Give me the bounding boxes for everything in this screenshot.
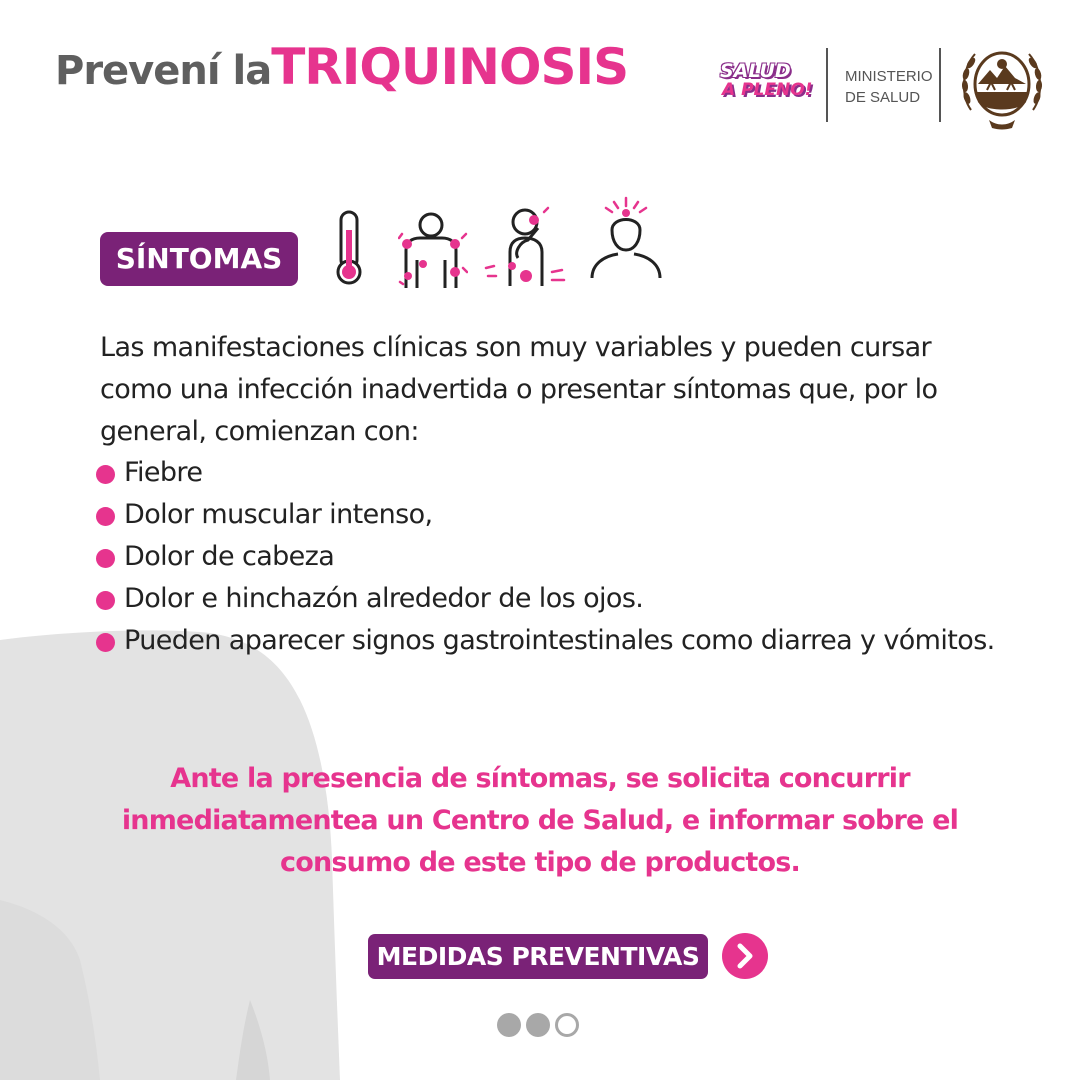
symptoms-intro: Las manifestaciones clínicas son muy variables y pueden cursar como una infección inadvertida o presentar síntomas que, por lo general, comienzan con: [100,332,938,447]
list-item-text: Dolor muscular intenso, [124,499,433,530]
bullet-icon [96,507,115,526]
campaign-logo [718,60,818,110]
list-item-text: Dolor e hinchazón alrededor de los ojos. [124,583,644,614]
campaign-logo-line2: A PLENO! [722,80,813,100]
list-item [96,620,996,662]
title-prefix: Prevení la [55,48,272,94]
pagination [497,1013,587,1039]
list-item [96,494,996,536]
bullet-icon [96,633,115,652]
ministry-line2: DE SALUD [845,89,921,106]
thermometer-icon [330,208,368,288]
title-main: TRIQUINOSIS [271,38,629,96]
list-item [96,578,996,620]
symptoms-list [96,452,996,662]
campaign-logo-line1: SALUD [720,60,791,82]
bullet-icon [96,549,115,568]
list-item-text: Fiebre [124,457,203,488]
page-dot-active[interactable] [555,1013,579,1037]
ministry-name [845,66,933,108]
symptoms-badge: SÍNTOMAS [100,232,298,286]
bullet-icon [96,591,115,610]
page-dot[interactable] [497,1013,521,1037]
list-item [96,452,996,494]
header-divider [939,48,941,122]
chevron-right-icon [722,933,768,979]
muscle-pain-icon [398,210,468,290]
list-item-text: Pueden aparecer signos gastrointestinales como diarrea y vómitos. [124,625,995,656]
list-item [96,536,996,578]
header-divider [826,48,828,122]
swelling-head-icon [588,194,664,280]
page-title [55,38,628,96]
next-arrow-button[interactable] [722,933,768,979]
bullet-icon [96,465,115,484]
list-item-text: Dolor de cabeza [124,541,335,572]
province-seal-icon [957,40,1047,132]
headache-icon [482,206,568,288]
ministry-line1: MINISTERIO [845,68,933,85]
warning-message: Ante la presencia de síntomas, se solicita concurrir inmediatamentea un Centro de Salud, e informar sobre el consumo de este tipo de productos. [121,763,959,878]
page-dot[interactable] [526,1013,550,1037]
preventive-measures-button[interactable]: MEDIDAS PREVENTIVAS [368,934,708,979]
